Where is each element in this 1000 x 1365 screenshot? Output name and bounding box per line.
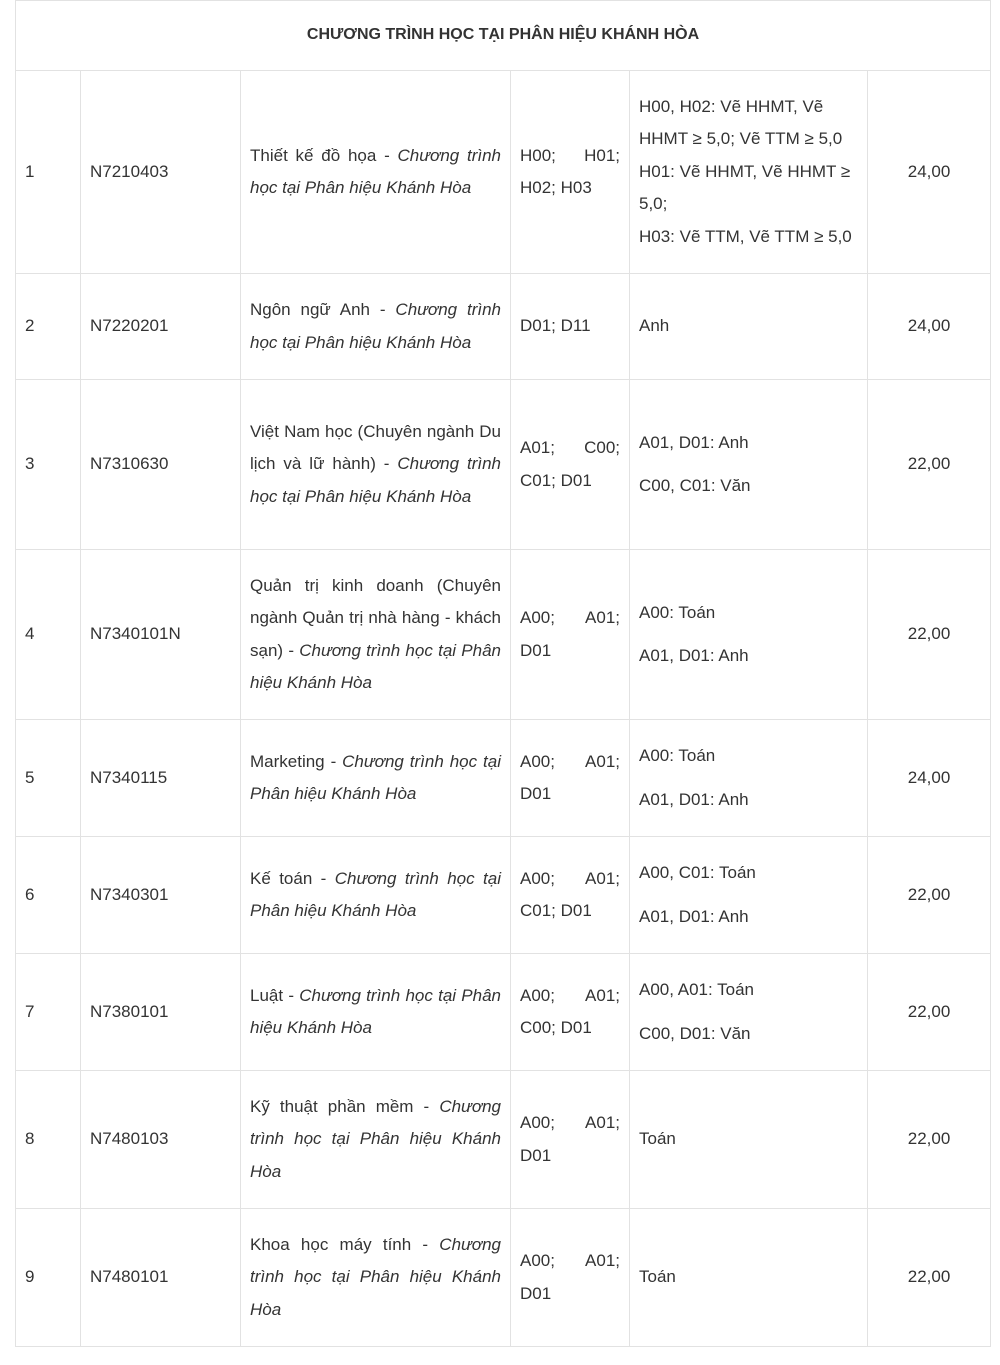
criteria-line: A01, D01: Anh: [639, 789, 749, 809]
program-separator: -: [283, 640, 300, 660]
program-name-cell: [241, 720, 511, 837]
row-number: 1: [16, 71, 81, 274]
criteria-line: A01, D01: Anh: [639, 646, 749, 665]
program-separator: -: [370, 300, 396, 319]
program-location: Chương trình học tại Phân hiệu Khánh Hòa: [250, 1096, 502, 1181]
program-code: N7480101: [81, 1209, 241, 1347]
criteria-line: A00, A01: Toán: [639, 980, 755, 999]
row-number: 9: [16, 1209, 81, 1347]
row-number: 4: [16, 550, 81, 720]
program-name: Kế toán: [250, 868, 313, 888]
subject-blocks: A00; A01; D01: [511, 1071, 630, 1209]
subject-blocks: A01; C00; C01; D01: [511, 380, 630, 550]
criteria-line: A01, D01: Anh: [639, 432, 749, 452]
program-separator: -: [376, 145, 398, 165]
program-code: N7210403: [81, 71, 241, 274]
program-name: Marketing: [250, 751, 325, 771]
program-name-cell: [241, 1071, 511, 1209]
table-row: [16, 274, 991, 380]
table-title-row: [16, 1, 991, 71]
admission-score: 22,00: [868, 380, 991, 550]
program-name-cell: [241, 550, 511, 720]
program-location: Chương trình học tại Phân hiệu Khánh Hòa: [250, 868, 501, 920]
row-number: 5: [16, 720, 81, 837]
criteria-line: H03: Vẽ TTM, Vẽ TTM ≥ 5,0: [639, 226, 852, 246]
admission-score: 22,00: [868, 550, 991, 720]
program-location: Chương trình học tại Phân hiệu Khánh Hòa: [250, 985, 502, 1037]
criteria-cell: [630, 1209, 868, 1347]
program-location: Chương trình học tại Phân hiệu Khánh Hòa: [250, 640, 501, 692]
table-row: [16, 837, 991, 954]
subject-blocks: A00; A01; C00; D01: [511, 954, 630, 1071]
program-separator: -: [413, 1096, 440, 1116]
subject-blocks: A00; A01; C01; D01: [511, 837, 630, 954]
criteria-line: C00, D01: Văn: [639, 1023, 751, 1043]
criteria-line: A01, D01: Anh: [639, 906, 749, 926]
row-number: 3: [16, 380, 81, 550]
program-code: N7220201: [81, 274, 241, 380]
admission-score: 22,00: [868, 1071, 991, 1209]
criteria-cell: [630, 720, 868, 837]
table-row: [16, 1209, 991, 1347]
table-row: [16, 550, 991, 720]
program-separator: -: [375, 454, 398, 474]
criteria-line: C00, C01: Văn: [639, 476, 751, 495]
criteria-cell: [630, 837, 868, 954]
subject-blocks: D01; D11: [511, 274, 630, 380]
program-code: N7340301: [81, 837, 241, 954]
program-location: Chương trình học tại Phân hiệu Khánh Hòa: [250, 145, 502, 197]
program-separator: -: [312, 868, 335, 888]
program-separator: -: [324, 751, 343, 771]
criteria-cell: [630, 380, 868, 550]
program-name-cell: [241, 837, 511, 954]
subject-blocks: A00; A01; D01: [511, 550, 630, 720]
program-location: Chương trình học tại Phân hiệu Khánh Hòa: [250, 751, 501, 803]
row-number: 6: [16, 837, 81, 954]
program-name: Thiết kế đồ họa: [250, 145, 377, 165]
subject-blocks: A00; A01; D01: [511, 720, 630, 837]
subject-blocks: A00; A01; D01: [511, 1209, 630, 1347]
criteria-line: Toán: [639, 1267, 676, 1287]
table-title: CHƯƠNG TRÌNH HỌC TẠI PHÂN HIỆU KHÁNH HÒA: [16, 1, 991, 71]
program-name: Khoa học máy tính: [250, 1234, 412, 1254]
admission-score: 24,00: [868, 274, 991, 380]
admission-table: [15, 0, 991, 1347]
program-name: Ngôn ngữ Anh: [250, 300, 370, 319]
admission-score: 22,00: [868, 954, 991, 1071]
admission-score: 24,00: [868, 71, 991, 274]
program-name: Quản trị kinh doanh (Chuyên ngành Quản trị nhà hàng - khách sạn): [250, 575, 501, 660]
program-code: N7380101: [81, 954, 241, 1071]
program-name: Việt Nam học (Chuyên ngành Du lịch và lữ hành): [250, 421, 501, 474]
program-location: Chương trình học tại Phân hiệu Khánh Hòa: [250, 300, 502, 352]
program-name-cell: [241, 71, 511, 274]
program-location: Chương trình học tại Phân hiệu Khánh Hòa: [250, 454, 501, 506]
table-row: [16, 720, 991, 837]
program-name: Luật: [250, 985, 284, 1005]
program-name-cell: [241, 274, 511, 380]
program-name: Kỹ thuật phần mềm: [250, 1096, 414, 1116]
table-row: [16, 1071, 991, 1209]
criteria-line: Anh: [639, 316, 670, 336]
program-name-cell: [241, 380, 511, 550]
criteria-cell: [630, 1071, 868, 1209]
program-separator: -: [411, 1234, 440, 1254]
program-code: N7340101N: [81, 550, 241, 720]
criteria-cell: [630, 274, 868, 380]
criteria-cell: [630, 71, 868, 274]
criteria-line: A00, C01: Toán: [639, 863, 756, 882]
criteria-line: H01: Vẽ HHMT, Vẽ HHMT ≥ 5,0;: [639, 161, 851, 214]
criteria-cell: [630, 954, 868, 1071]
criteria-line: H00, H02: Vẽ HHMT, Vẽ HHMT ≥ 5,0; Vẽ TTM ≥ 5,0: [639, 96, 843, 149]
row-number: 7: [16, 954, 81, 1071]
criteria-line: A00: Toán: [639, 746, 716, 765]
criteria-cell: [630, 550, 868, 720]
admission-score: 22,00: [868, 837, 991, 954]
table-row: [16, 954, 991, 1071]
program-location: Chương trình học tại Phân hiệu Khánh Hòa: [250, 1234, 501, 1319]
admission-score: 22,00: [868, 1209, 991, 1347]
table-row: [16, 380, 991, 550]
program-name-cell: [241, 954, 511, 1071]
admission-score: 24,00: [868, 720, 991, 837]
program-separator: -: [283, 985, 300, 1005]
subject-blocks: H00; H01; H02; H03: [511, 71, 630, 274]
program-name-cell: [241, 1209, 511, 1347]
row-number: 8: [16, 1071, 81, 1209]
criteria-line: A00: Toán: [639, 602, 716, 622]
program-code: N7340115: [81, 720, 241, 837]
table-row: [16, 71, 991, 274]
row-number: 2: [16, 274, 81, 380]
program-code: N7310630: [81, 380, 241, 550]
program-code: N7480103: [81, 1071, 241, 1209]
criteria-line: Toán: [639, 1129, 676, 1149]
